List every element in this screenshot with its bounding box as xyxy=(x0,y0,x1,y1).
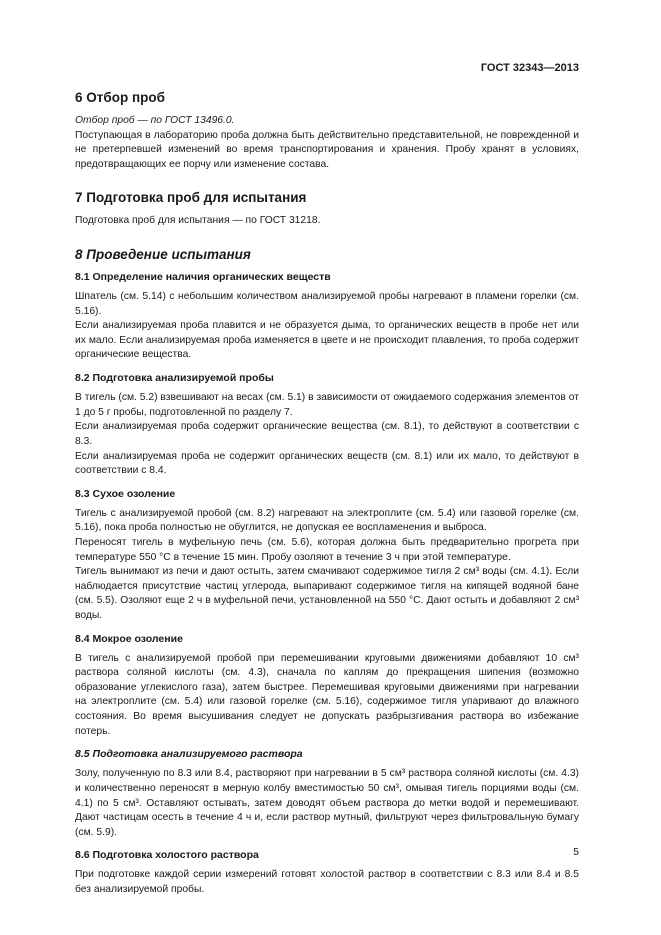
subsection-8-5-title: 8.5 Подготовка анализируемого раствора xyxy=(75,748,303,761)
subsection-8-3-title: 8.3 Сухое озоление xyxy=(75,487,176,500)
subsection-8-3-paragraph-2: Переносят тигель в муфельную печь (см. 5.6), которая должна быть предварительно прогрета при температуре 550 °C в течение 15 мин. Пробу озоляют в течение 3 ч при этой температуре. xyxy=(75,536,579,563)
subsection-8-4-title: 8.4 Мокрое озоление xyxy=(75,632,183,645)
section-6-paragraph-2: Поступающая в лабораторию проба должна быть действительно представительной, не поврежденной и не претерпевшей изменений во время транспортирования и хранения. Пробу хранят в условиях, предотвращающих ее порчу или изменение состава. xyxy=(75,129,579,170)
section-6-paragraph-1: Отбор проб — по ГОСТ 13496.0. xyxy=(75,115,235,126)
subsection-8-2-paragraph-2: Если анализируемая проба содержит органические вещества (см. 8.1), то действуют в соответствии с 8.3. xyxy=(75,421,579,447)
subsection-8-6-paragraph-1: При подготовке каждой серии измерений готовят холостой раствор в соответствии с 8.3 или 8.4 и 8.5 без анализируемой пробы. xyxy=(75,869,579,895)
subsection-8-1-title: 8.1 Определение наличия органических веществ xyxy=(75,271,331,284)
section-7-paragraph-1: Подготовка проб для испытания — по ГОСТ 31218. xyxy=(75,215,321,227)
section-7-title: 7 Подготовка проб для испытания xyxy=(75,190,307,206)
subsection-8-1-paragraph-1: Шпатель (см. 5.14) с небольшим количеством анализируемой пробы нагревают в пламени горелки (см. 5.16). xyxy=(75,291,579,317)
subsection-8-2-paragraph-1: В тигель (см. 5.2) взвешивают на весах (см. 5.1) в зависимости от ожидаемого содержания элементов от 1 до 5 г пробы, подготовленной по разделу 7. xyxy=(75,392,579,418)
subsection-8-6-title: 8.6 Подготовка холостого раствора xyxy=(75,849,259,862)
subsection-8-3-paragraph-1: Тигель с анализируемой пробой (см. 8.2) нагревают на электроплите (см. 5.4) или газовой горелке (см. 5.16), пока проба полностью не обуглится, не допуская ее воспламенения и выброса. xyxy=(75,507,579,534)
subsection-8-2-paragraph-3: Если анализируемая проба не содержит органических веществ (см. 8.1) или их мало, то действуют в соответствии с 8.4. xyxy=(75,450,579,477)
subsection-8-3-paragraph-3: Тигель вынимают из печи и дают остыть, затем смачивают содержимое тигля 2 см³ воды (см. 4.1). Если наблюдается присутствие частиц углерода, выпаривают содержимое тигля на кипящей водяной бане (см. 5.5). Озоляют еще 2 ч в муфельной печи, установленной на 550 °C. Дают остыть и добавляют 2 см³ воды. xyxy=(75,566,579,622)
page-number: 5 xyxy=(573,846,579,858)
subsection-8-5-paragraph-1: Золу, полученную по 8.3 или 8.4, растворяют при нагревании в 5 см³ раствора соляной кислоты (см. 4.3) и количественно переносят в мерную колбу вместимостью 50 см³, омывая тигель порциями воды (см. 4.1) по 5 см³. Оставляют остывать, затем доводят объем раствора до метки водой и перемешивают. Дают частицам осесть в течение 4 ч и, если раствор мутный, фильтруют через фильтровальную бумагу (см. 5.9). xyxy=(75,768,579,838)
subsection-8-4-paragraph-1: В тигель с анализируемой пробой при перемешивании круговыми движениями добавляют 10 см³ раствора соляной кислоты (см. 4.3), сначала по каплям до прекращения шипения (возможно образование углекислого газа), затем быстрее. Перемешивая круговыми движениями при нагревании на электроплите (см. 5.4) или газовой горелке (см. 5.16), содержимое тигля упаривают до влажного состояния. Во время высушивания следует не допускать разбрызгивания раствора во избежание потерь. xyxy=(75,652,579,737)
subsection-8-2-title: 8.2 Подготовка анализируемой пробы xyxy=(75,372,274,385)
subsection-8-1-paragraph-2: Если анализируемая проба плавится и не образуется дыма, то органических веществ в пробе нет или их мало. Если анализируемая проба изменяется в цвете и не происходит плавления, то проба содержит органические вещества. xyxy=(75,320,579,361)
page-content xyxy=(75,90,579,898)
section-6-title: 6 Отбор проб xyxy=(75,90,165,105)
section-8-title: 8 Проведение испытания xyxy=(75,247,251,263)
standard-number: ГОСТ 32343—2013 xyxy=(480,62,579,74)
